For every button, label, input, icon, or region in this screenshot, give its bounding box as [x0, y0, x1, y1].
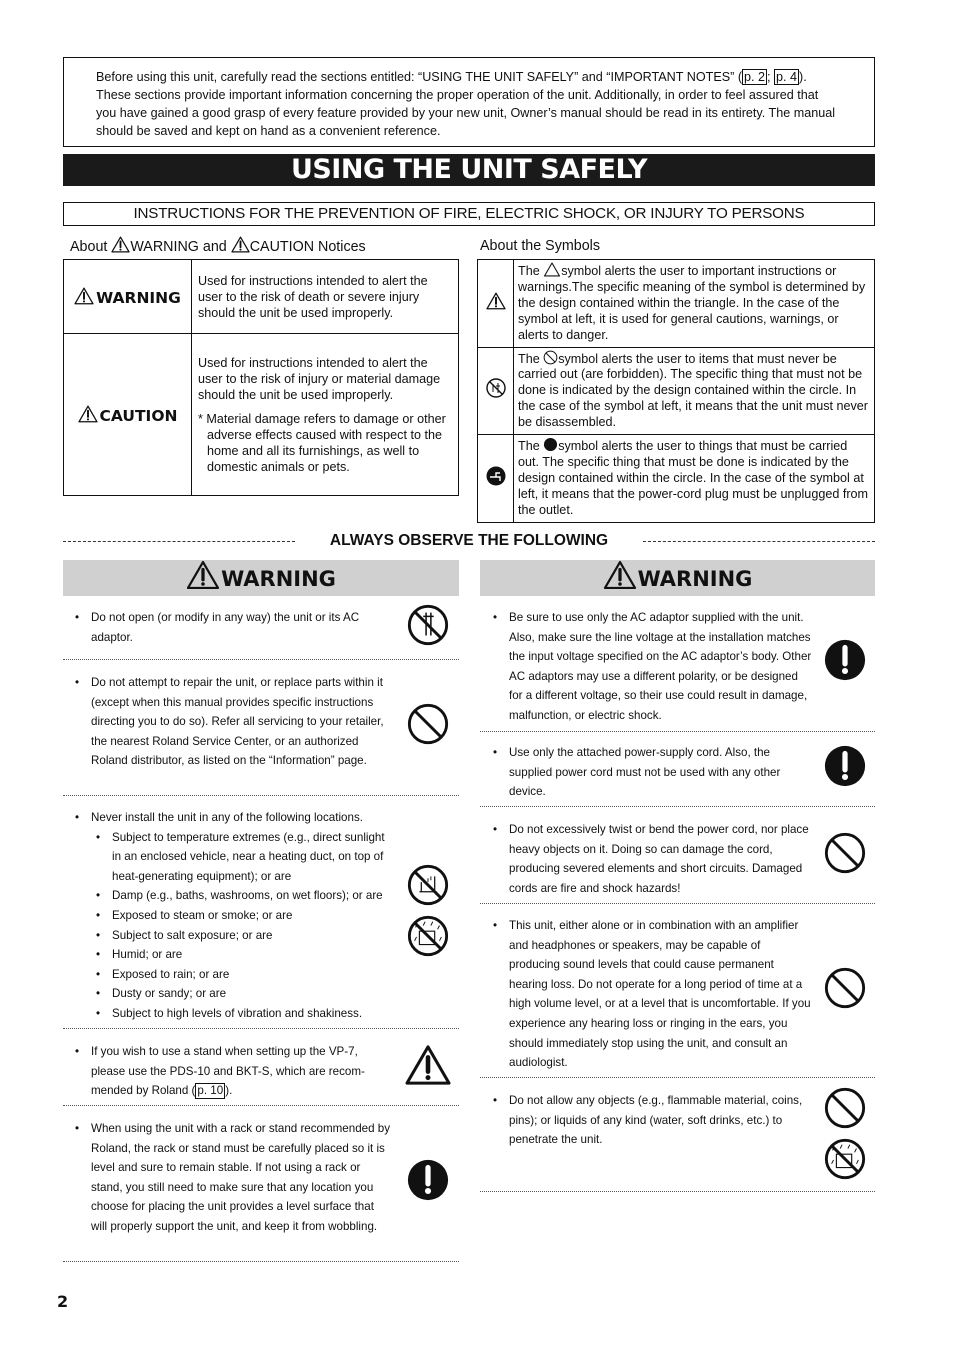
symbol-row: The symbol alerts the user to items that must never be carried out (are forbidden). The specific thing that must not be done is indicated by the design contained within the circle. In the case of the symbol at left, it means that the unit must never be disassembled. [478, 347, 875, 435]
mandatory-icon [823, 638, 867, 682]
symbol-row: The symbol alerts the user to important instructions or warnings.The specific meaning of the symbol is determined by the design contained within the triangle. In the case of the symbol at left, it is used for general cautions, warnings, or alerts to danger. [478, 260, 875, 348]
prohibit-icon [406, 702, 450, 746]
divider [480, 806, 875, 807]
divider [63, 659, 459, 660]
mandatory-icon [823, 744, 867, 788]
caution-triangle-icon [405, 1044, 451, 1086]
prohibit-icon [543, 350, 558, 365]
page-ref-link[interactable]: p. 10 [197, 1084, 224, 1098]
warning-notice-row [64, 260, 459, 334]
no-disassembly-icon [406, 603, 450, 647]
divider [63, 795, 459, 796]
warning-notice-label: WARNING [64, 260, 192, 334]
prohibit-icon [823, 966, 867, 1010]
divider [643, 541, 875, 542]
divider [63, 541, 295, 542]
warning-triangle-icon [74, 287, 94, 305]
divider [63, 1261, 459, 1262]
divider [480, 903, 875, 904]
warning-notice-desc: Used for instructions intended to alert the user to the risk of death or severe injury should the unit be used improperly. [192, 260, 459, 334]
divider [480, 731, 875, 732]
caution-notice-label: CAUTION [64, 334, 192, 496]
caution-notice-desc: Used for instructions intended to alert the user to the risk of injury or material damage should the unit be used improperly. * Material damage refers to damage or other adverse effects caused with respect to the home and all its furnishings, as well to domestic animals or pets. [192, 334, 459, 496]
no-damp-icon [406, 863, 450, 907]
prohibit-icon [823, 1086, 867, 1130]
mandatory-icon [406, 1158, 450, 1202]
symbols-table [477, 259, 875, 523]
notices-caption: About WARNING and CAUTION Notices [70, 236, 366, 256]
intro-line1-prefix: Before using this unit, carefully read the sections entitled: “USING THE UNIT SAFELY” and “IMPORTANT NOTES” ( [96, 70, 743, 84]
no-disassembly-icon [485, 377, 507, 399]
caution-triangle-icon [78, 405, 98, 423]
unplug-icon [485, 465, 507, 487]
warning-triangle-icon [111, 236, 130, 253]
intro-line1-suffix: ). [799, 70, 807, 84]
prohibit-icon [823, 831, 867, 875]
divider [480, 1077, 875, 1078]
triangle-outline-icon [543, 262, 561, 277]
caution-note: * Material damage refers to damage or other adverse effects caused with respect to the home and all its furnishings, as well to domestic animals or pets. [198, 411, 446, 474]
warning-triangle-icon [186, 560, 220, 590]
caution-notice-row [64, 334, 459, 496]
always-observe-heading: ALWAYS OBSERVE THE FOLLOWING [63, 530, 875, 552]
symbols-caption: About the Symbols [480, 238, 601, 254]
page-ref-link[interactable]: p. 4 [776, 70, 798, 84]
section-subtitle: INSTRUCTIONS FOR THE PREVENTION OF FIRE, ELECTRIC SHOCK, OR INJURY TO PERSONS [63, 202, 875, 226]
warning-heading-left: WARNING [63, 560, 459, 596]
caution-triangle-icon [231, 236, 250, 253]
caution-triangle-icon [486, 292, 506, 310]
no-rain-icon [406, 914, 450, 958]
warning-heading-right: WARNING [480, 560, 875, 596]
page-number: 2 [57, 1292, 69, 1311]
page-title: USING THE UNIT SAFELY [63, 154, 875, 186]
warning-triangle-icon [603, 560, 637, 590]
notices-table [63, 259, 459, 496]
intro-box [63, 57, 875, 147]
intro-text: These sections provide important information concerning the proper operation of the unit. Additionally, in order to feel assured that you have gained a good grasp of every feature provided by your new unit, Owner’s manual should be read in its entirety. The manual should be saved and kept on hand as a convenient reference. [96, 88, 836, 138]
symbol-row: The symbol alerts the user to things that must be carried out. The specific thing that must be done is indicated by the design contained within the circle. In the case of the symbol at left, it means that the power-cord plug must be unplugged from the outlet. [478, 435, 875, 523]
divider [63, 1028, 459, 1029]
divider [480, 1191, 875, 1192]
page-ref-link[interactable]: p. 2 [744, 70, 766, 84]
divider [63, 1105, 459, 1106]
intro-ref-separator: ; [767, 70, 775, 84]
no-liquid-icon [823, 1137, 867, 1181]
mandatory-dot-icon [543, 437, 558, 452]
